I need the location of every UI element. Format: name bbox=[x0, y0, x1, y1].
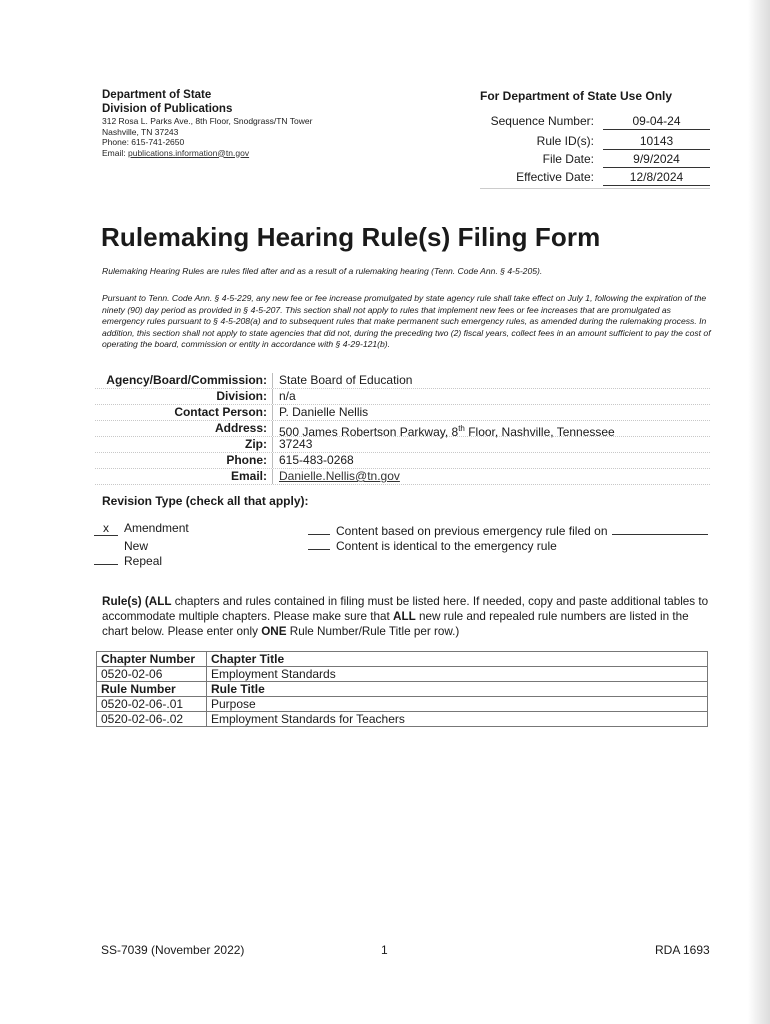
rule-number-cell[interactable]: 0520-02-06-.01 bbox=[97, 697, 207, 712]
rule-id-row bbox=[480, 134, 710, 150]
chapter-header-row bbox=[97, 652, 708, 667]
rules-instr-part7: Rule Number/Rule Title per row.) bbox=[286, 625, 460, 638]
department-email-line bbox=[102, 148, 312, 159]
file-date-label: File Date: bbox=[542, 152, 594, 166]
rules-instr-part1: Rule(s) ( bbox=[102, 595, 149, 608]
table-row bbox=[97, 712, 708, 727]
chapter-row bbox=[97, 667, 708, 682]
rule-title-cell[interactable]: Employment Standards for Teachers bbox=[207, 712, 708, 727]
sequence-number-label: Sequence Number: bbox=[490, 114, 594, 128]
state-use-only-heading: For Department of State Use Only bbox=[480, 89, 673, 103]
chapter-title-header: Chapter Title bbox=[207, 652, 708, 667]
department-address: 312 Rosa L. Parks Ave., 8th Floor, Snodgrass/TN Tower bbox=[102, 116, 313, 126]
agency-info-table bbox=[95, 373, 710, 485]
repeal-checkbox-row[interactable] bbox=[94, 551, 162, 568]
phone-row bbox=[95, 453, 710, 469]
content-identical-check-blank[interactable] bbox=[308, 536, 330, 550]
content-identical-label: Content is identical to the emergency rule bbox=[336, 539, 557, 553]
chapter-number-header: Chapter Number bbox=[97, 652, 207, 667]
zip-label: Zip: bbox=[95, 437, 273, 452]
department-city: Nashville, TN 37243 bbox=[102, 126, 179, 137]
division-row bbox=[95, 389, 710, 405]
rulemaking-note: Rulemaking Hearing Rules are rules filed after and as a result of a rulemaking hearing (Tenn. Code Ann. § 4-5-205). bbox=[102, 266, 543, 276]
file-date-row bbox=[480, 152, 710, 168]
pursuant-paragraph: Pursuant to Tenn. Code Ann. § 4-5-229, any new fee or fee increase promulgated by state agency rule shall take effect on July 1, following the expiration of the ninety (90) day period as provided in § 4-5-207. This section shall not apply to rules that implement new fees or fee increases that are promulgated as emergency rules pursuant to § 4-5-208(a) and to subsequent rules that make permanent such emergency rules, as amended during the rulemaking process. In addition, this section shall not apply to state agencies that did not, during the preceding two (2) fiscal years, collect fees in an amount sufficient to pay the cost of operating the board, commission or entity in accordance with § 4-29-121(b). bbox=[102, 293, 711, 350]
header-divider bbox=[480, 188, 710, 189]
rules-instr-all-1: ALL bbox=[148, 595, 172, 608]
rules-instr-part3: chapters and rules contained in filing must be listed here. If needed, copy and paste additional tables to accommodate multiple chapters. Please make sure that bbox=[102, 595, 709, 623]
contact-person-value[interactable]: P. Danielle Nellis bbox=[279, 405, 369, 419]
content-identical-checkbox-row[interactable] bbox=[308, 536, 557, 553]
chapter-rules-table bbox=[96, 651, 708, 727]
address-row bbox=[95, 421, 710, 437]
rules-instr-all-2: ALL bbox=[393, 610, 416, 623]
rules-instr-one: ONE bbox=[261, 625, 287, 638]
phone-value[interactable]: 615-483-0268 bbox=[279, 453, 354, 467]
department-email-link[interactable]: publications.information@tn.gov bbox=[128, 147, 250, 158]
zip-row bbox=[95, 437, 710, 453]
email-label: Email: bbox=[95, 469, 273, 484]
department-phone: Phone: 615-741-2650 bbox=[102, 137, 185, 147]
page-number: 1 bbox=[381, 943, 388, 957]
division-name: Division of Publications bbox=[102, 103, 233, 115]
department-name: Department of State bbox=[102, 89, 212, 101]
division-label: Division: bbox=[95, 389, 273, 404]
rules-instructions bbox=[102, 594, 714, 639]
amendment-label: Amendment bbox=[124, 521, 189, 535]
chapter-title-cell[interactable]: Employment Standards bbox=[207, 667, 708, 682]
file-date-value: 9/9/2024 bbox=[603, 152, 710, 168]
repeal-check-blank[interactable] bbox=[94, 551, 118, 565]
amendment-checkbox-row[interactable] bbox=[94, 521, 189, 536]
rule-header-row bbox=[97, 682, 708, 697]
revision-type-heading: Revision Type (check all that apply): bbox=[102, 494, 309, 508]
content-based-label: Content based on previous emergency rule filed on bbox=[336, 524, 608, 538]
content-based-check-blank[interactable] bbox=[308, 521, 330, 535]
effective-date-row bbox=[480, 170, 710, 186]
sequence-number-row bbox=[480, 114, 710, 130]
email-row bbox=[95, 469, 710, 485]
address-value[interactable]: 500 James Robertson Parkway, 8th Floor, Nashville, Tennessee bbox=[279, 424, 615, 439]
rule-number-header: Rule Number bbox=[97, 682, 207, 697]
rule-id-label: Rule ID(s): bbox=[536, 134, 594, 148]
effective-date-value: 12/8/2024 bbox=[603, 170, 710, 186]
agency-row bbox=[95, 373, 710, 389]
rule-title-header: Rule Title bbox=[207, 682, 708, 697]
page-edge-shadow bbox=[748, 0, 770, 1024]
rules-instr-part5: new rule and repealed rule numbers are listed in the chart below. Please enter only bbox=[102, 610, 689, 638]
rule-number-cell[interactable]: 0520-02-06-.02 bbox=[97, 712, 207, 727]
rule-id-value: 10143 bbox=[603, 134, 710, 150]
department-address-block bbox=[102, 88, 312, 158]
rule-title-cell[interactable]: Purpose bbox=[207, 697, 708, 712]
division-value[interactable]: n/a bbox=[279, 389, 296, 403]
agency-label: Agency/Board/Commission: bbox=[95, 373, 273, 388]
agency-value[interactable]: State Board of Education bbox=[279, 373, 413, 387]
table-row bbox=[97, 697, 708, 712]
new-check-blank[interactable] bbox=[94, 536, 118, 550]
effective-date-label: Effective Date: bbox=[516, 170, 594, 184]
contact-person-row bbox=[95, 405, 710, 421]
contact-person-label: Contact Person: bbox=[95, 405, 273, 420]
chapter-number-cell[interactable]: 0520-02-06 bbox=[97, 667, 207, 682]
emergency-filed-date-field[interactable] bbox=[612, 523, 708, 535]
form-title: Rulemaking Hearing Rule(s) Filing Form bbox=[101, 222, 601, 252]
phone-label: Phone: bbox=[95, 453, 273, 468]
email-label: Email: bbox=[102, 147, 126, 158]
repeal-label: Repeal bbox=[124, 554, 163, 568]
sequence-number-value: 09-04-24 bbox=[603, 114, 710, 130]
email-value[interactable]: Danielle.Nellis@tn.gov bbox=[279, 469, 400, 483]
form-number-footer: SS-7039 (November 2022) bbox=[101, 943, 245, 957]
zip-value[interactable]: 37243 bbox=[279, 437, 313, 451]
new-label: New bbox=[124, 539, 149, 553]
rda-number: RDA 1693 bbox=[655, 943, 710, 957]
amendment-check-mark[interactable]: x bbox=[94, 522, 118, 536]
address-label: Address: bbox=[95, 421, 273, 436]
